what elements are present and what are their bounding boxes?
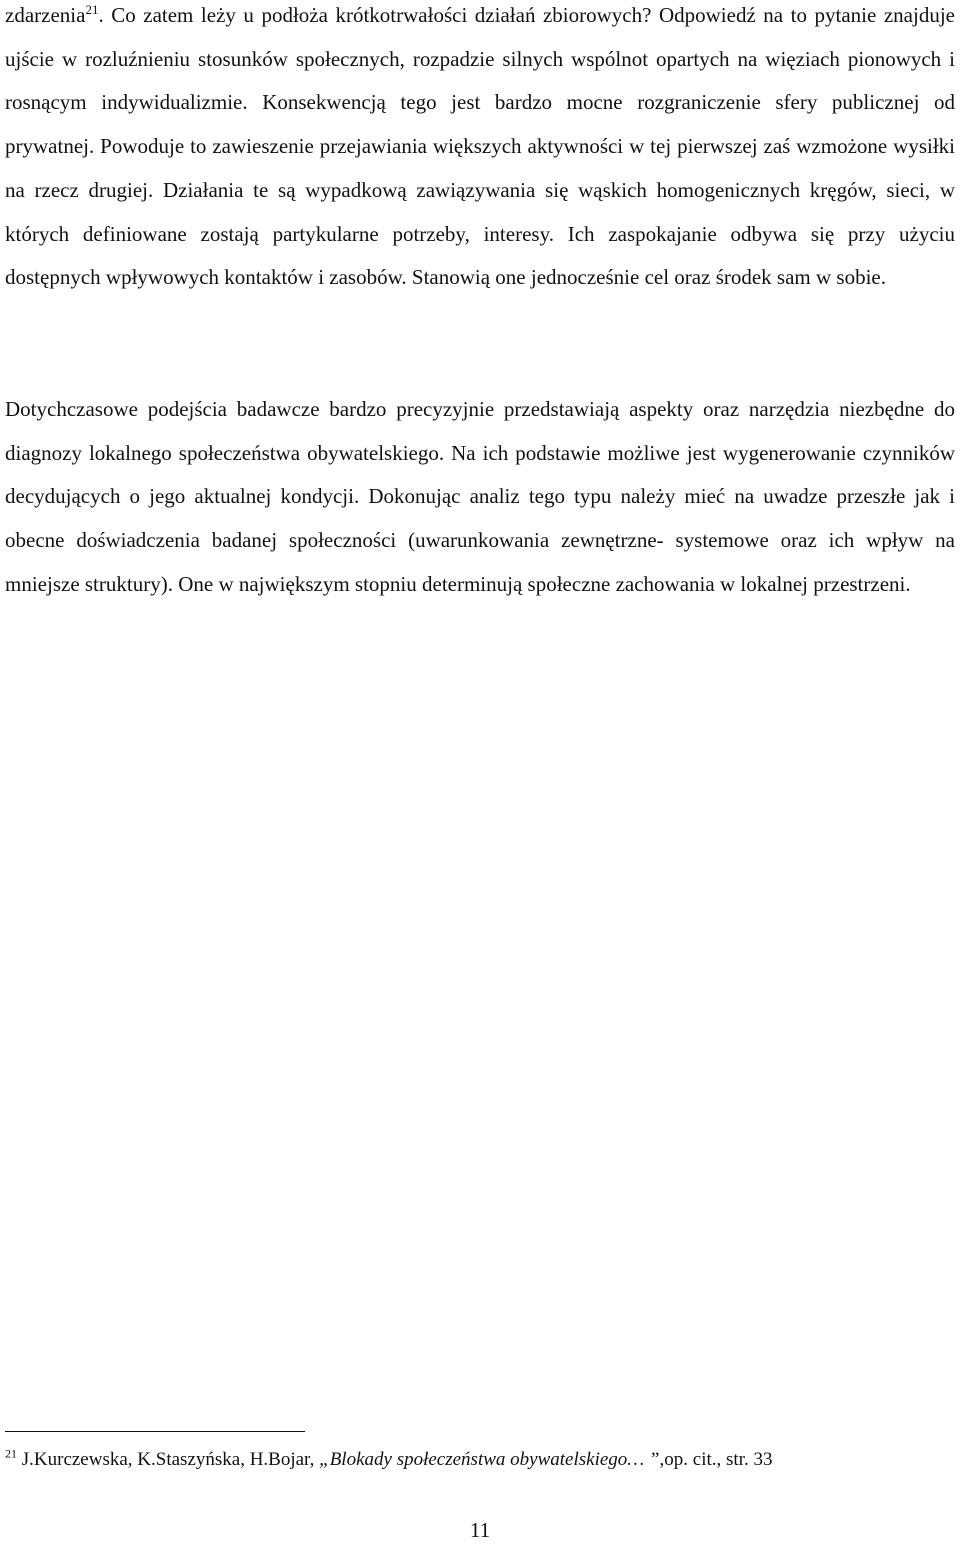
paragraph-2: [5, 388, 955, 607]
footnote-separator: [5, 1431, 305, 1432]
footnote-title: „Blokady społeczeństwa obywatelskiego… ”: [319, 1449, 660, 1470]
page-number: 11: [469, 1518, 491, 1542]
footnote-reference-21[interactable]: 21: [85, 2, 99, 17]
footnote-21: [5, 1448, 955, 1472]
paragraph-1: [5, 0, 955, 300]
footnote-authors: J.Kurczewska, K.Staszyńska, H.Bojar,: [17, 1449, 320, 1470]
paragraph-1-lead: zdarzenia: [5, 3, 86, 27]
paragraph-2-text: Dotychczasowe podejścia badawcze bardzo precyzyjnie przedstawiają aspekty oraz narzędzia niezbędne do diagnozy lokalnego społeczeństwa obywatelskiego. Na ich podstawie możliwe jest wygenerowanie czynników decydujących o jego aktualnej kondycji. Dokonując analiz tego typu należy mieć na uwadze przeszłe jak i obecne doświadczenia badanej społeczności (uwarunkowania zewnętrzne- systemowe oraz ich wpływ na mniejsze struktury). One w największym stopniu determinują społeczne zachowania w lokalnej przestrzeni.: [5, 397, 955, 596]
footnote-number: 21: [5, 1446, 17, 1461]
footnote-citation: ,op. cit., str. 33: [659, 1449, 773, 1470]
paragraph-1-text: . Co zatem leży u podłoża krótkotrwałości działań zbiorowych? Odpowiedź na to pytanie znajduje ujście w rozluźnieniu stosunków społecznych, rozpadzie silnych wspólnot opartych na więziach pionowych i rosnącym indywidualizmie. Konsekwencją tego jest bardzo mocne rozgraniczenie sfery publicznej od prywatnej. Powoduje to zawieszenie przejawiania większych aktywności w tej pierwszej zaś wzmożone wysiłki na rzecz drugiej. Działania te są wypadkową zawiązywania się wąskich homogenicznych kręgów, sieci, w których definiowane zostają partykularne potrzeby, interesy. Ich zaspokajanie odbywa się przy użyciu dostępnych wpływowych kontaktów i zasobów. Stanowią one jednocześnie cel oraz środek sam w sobie.: [5, 3, 955, 290]
